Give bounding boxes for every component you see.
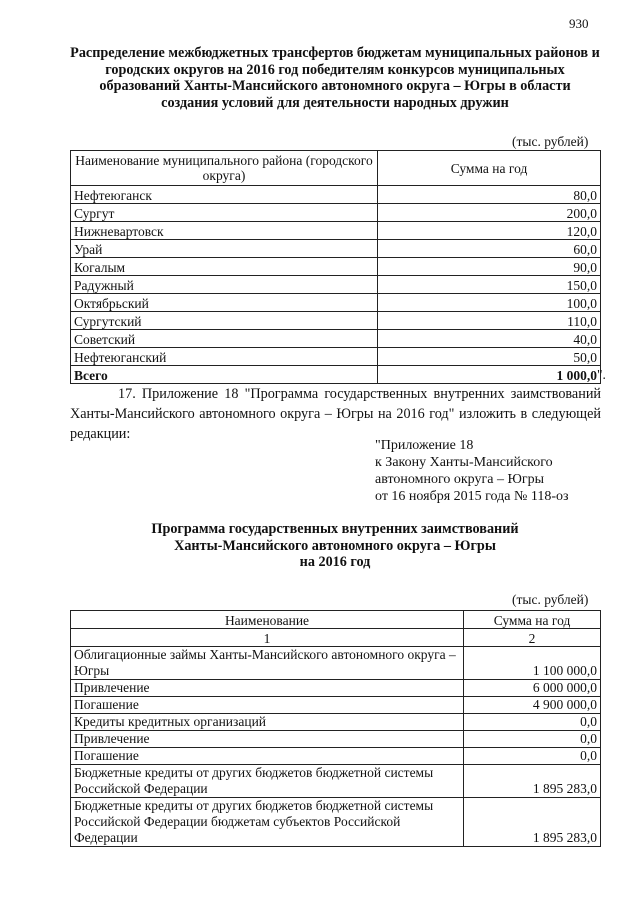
appendix-line: "Приложение 18	[375, 438, 474, 453]
table-row	[71, 258, 601, 276]
amendment-paragraph	[70, 384, 601, 444]
row-amount: 90,0	[378, 258, 601, 276]
header-amount: Сумма на год	[378, 151, 601, 186]
table-row	[71, 330, 601, 348]
row-name: Бюджетные кредиты от других бюджетов бюджетной системы Российской Федерации	[71, 765, 464, 798]
row-name: Нефтеюганский	[71, 348, 378, 366]
row-amount: 200,0	[378, 204, 601, 222]
row-amount: 110,0	[378, 312, 601, 330]
table-row	[71, 647, 601, 680]
table-row	[71, 731, 601, 748]
borrowings-table	[70, 610, 601, 847]
row-name: Урай	[71, 240, 378, 258]
row-name: Октябрьский	[71, 294, 378, 312]
row-amount: 80,0	[378, 186, 601, 204]
table-index-row	[71, 629, 601, 647]
table-row	[71, 186, 601, 204]
page-number: 930	[569, 16, 589, 31]
row-name: Привлечение	[71, 680, 464, 697]
row-amount: 4 900 000,0	[464, 697, 601, 714]
index-col-1: 1	[71, 629, 464, 647]
section1-title: Распределение межбюджетных трансфертов бюджетам муниципальных районов и городских округов на 2016 год победителям конкурсов муниципальных образований Ханты-Мансийского автономного округа – Югры в области создания условий для деятельности народных дружин	[70, 45, 600, 111]
row-amount: 50,0	[378, 348, 601, 366]
row-amount: 1 100 000,0	[464, 647, 601, 680]
row-amount: 60,0	[378, 240, 601, 258]
row-name: Погашение	[71, 748, 464, 765]
section2-title-line: на 2016 год	[299, 554, 371, 570]
transfers-table	[70, 150, 601, 384]
row-amount: 40,0	[378, 330, 601, 348]
table-header-row	[71, 151, 601, 186]
total-amount: 1 000,0	[378, 366, 601, 384]
row-name: Нижневартовск	[71, 222, 378, 240]
section2-title	[70, 521, 600, 571]
row-name: Сургутский	[71, 312, 378, 330]
table-row	[71, 714, 601, 731]
table-row	[71, 276, 601, 294]
row-name: Нефтеюганск	[71, 186, 378, 204]
header-name: Наименование	[71, 611, 464, 629]
section2-title-line: Программа государственных внутренних заимствований	[151, 521, 519, 537]
header-municipality: Наименование муниципального района (городского округа)	[71, 151, 378, 186]
row-amount: 120,0	[378, 222, 601, 240]
table-row	[71, 222, 601, 240]
row-name: Облигационные займы Ханты-Мансийского автономного округа – Югры	[71, 647, 464, 680]
table-row	[71, 765, 601, 798]
row-name: Кредиты кредитных организаций	[71, 714, 464, 731]
total-label: Всего	[71, 366, 378, 384]
row-name: Радужный	[71, 276, 378, 294]
appendix-line: от 16 ноября 2015 года № 118-оз	[375, 489, 569, 504]
appendix-reference	[375, 437, 605, 505]
section2-unit: (тыс. рублей)	[512, 592, 589, 607]
row-name: Советский	[71, 330, 378, 348]
table-row	[71, 680, 601, 697]
row-amount: 6 000 000,0	[464, 680, 601, 697]
table-row	[71, 204, 601, 222]
row-amount: 1 895 283,0	[464, 798, 601, 847]
table-total-row	[71, 366, 601, 384]
section2-title-line: Ханты-Мансийского автономного округа – Югры	[174, 537, 496, 554]
row-amount: 100,0	[378, 294, 601, 312]
appendix-line: к Закону Ханты-Мансийского	[375, 455, 553, 470]
appendix-line: автономного округа – Югры	[375, 472, 544, 487]
table-row	[71, 312, 601, 330]
row-amount: 0,0	[464, 731, 601, 748]
row-name: Бюджетные кредиты от других бюджетов бюджетной системы Российской Федерации бюджетам субъектов Российской Федерации	[71, 798, 464, 847]
table-row	[71, 294, 601, 312]
paragraph-text: 17. Приложение 18 "Программа государственных внутренних заимствований Ханты-Мансийского автономного округа – Югры на 2016 год" изложить в следующей редакции:	[70, 386, 601, 442]
index-col-2: 2	[464, 629, 601, 647]
table-row	[71, 697, 601, 714]
header-amount: Сумма на год	[464, 611, 601, 629]
row-name: Привлечение	[71, 731, 464, 748]
row-amount: 0,0	[464, 748, 601, 765]
section1-unit: (тыс. рублей)	[512, 134, 589, 149]
row-name: Погашение	[71, 697, 464, 714]
closing-quote-mark: ".	[597, 367, 606, 382]
table-row	[71, 240, 601, 258]
row-amount: 150,0	[378, 276, 601, 294]
table-row	[71, 798, 601, 847]
table-row	[71, 748, 601, 765]
row-amount: 0,0	[464, 714, 601, 731]
table-header-row	[71, 611, 601, 629]
row-amount: 1 895 283,0	[464, 765, 601, 798]
row-name: Сургут	[71, 204, 378, 222]
row-name: Когалым	[71, 258, 378, 276]
table-row	[71, 348, 601, 366]
